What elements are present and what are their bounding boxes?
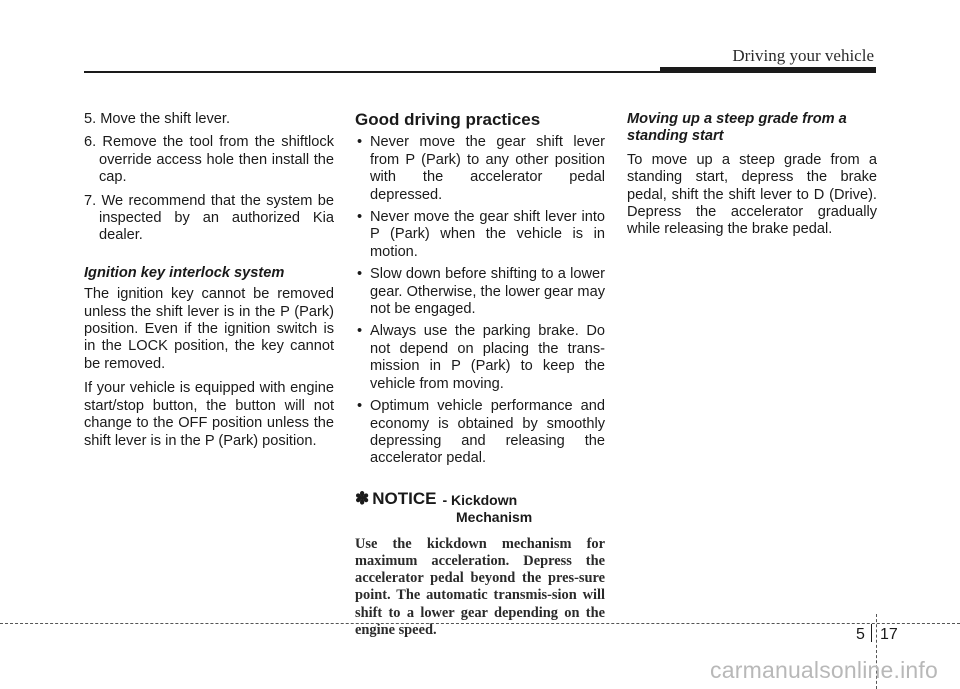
list-item (355, 398, 605, 468)
bullet-icon: • (357, 323, 363, 340)
notice-title (442, 492, 517, 509)
bullet-icon: • (357, 134, 363, 151)
notice-star-icon: ✽ (355, 488, 370, 508)
notice-body: Use the kickdown mechanism for maximum acceleration. Depress the accelerator pedal beyond the pres-sure point. The automatic transmis-sion will shift to a lower gear depending on the engine speed. (355, 535, 605, 638)
list-item-text: Slow down before shifting to a lower gear. Otherwise, the lower gear may not be engaged. (370, 266, 605, 318)
header-rule (84, 71, 876, 73)
paragraph-start-stop-button: If your vehicle is equipped with engine start/stop button, the button will not change to the OFF position unless the shift lever is in the P (Park) position. (84, 380, 334, 449)
notice-title-line2: Mechanism (456, 508, 533, 525)
list-item-text: Never move the gear shift lever from P (Park) to any other position with the accelerator pedal depressed. (370, 134, 605, 203)
driving-practices-list (355, 134, 605, 467)
bullet-icon: • (357, 209, 363, 226)
column-left (84, 111, 334, 457)
column-right (627, 111, 877, 246)
page-number-separator (871, 624, 872, 642)
notice-title-line1: - Kickdown (442, 491, 518, 508)
running-header-title: Driving your vehicle (732, 46, 874, 65)
bullet-icon: • (357, 266, 363, 283)
list-item-text: Always use the parking brake. Do not depend on placing the trans-mission in P (Park) to keep the vehicle from moving. (370, 323, 605, 392)
paragraph-steep-grade: To move up a steep grade from a standing start, depress the brake pedal, shift the shift lever to D (Drive). Depress the accelerator gradually while releasing the brake pedal. (627, 151, 877, 238)
subheading-ignition-key-interlock: Ignition key interlock system (84, 264, 285, 281)
list-item (355, 323, 605, 393)
notice-label: NOTICE (372, 488, 437, 508)
step-7: 7. We recommend that the system be inspected by an authorized Kia dealer. (84, 192, 334, 244)
list-item (355, 209, 605, 261)
watermark-text: carmanualsonline.info (710, 657, 938, 683)
list-item-text: Optimum vehicle performance and economy is obtained by smoothly depressing and releasing the accelerator pedal. (370, 398, 605, 467)
step-6: 6. Remove the tool from the shiftlock override access hole then install the cap. (84, 134, 334, 186)
chapter-number: 5 (856, 626, 865, 643)
step-5: 5. Move the shift lever. (84, 111, 231, 127)
column-middle (355, 111, 605, 639)
section-heading-good-driving: Good driving practices (355, 110, 541, 129)
notice-heading (355, 490, 605, 509)
page-number: 17 (880, 626, 898, 643)
bullet-icon: • (357, 398, 363, 415)
subheading-steep-grade: Moving up a steep grade from a standing start (627, 111, 847, 145)
footer-rule (0, 623, 960, 624)
paragraph-ignition-key: The ignition key cannot be removed unless the shift lever is in the P (Park) position. Even if the ignition switch is in the LOCK position, the key cannot be removed. (84, 286, 334, 372)
list-item (355, 134, 605, 204)
list-item-text: Never move the gear shift lever into P (Park) when the vehicle is in motion. (370, 209, 605, 260)
list-item (355, 266, 605, 318)
